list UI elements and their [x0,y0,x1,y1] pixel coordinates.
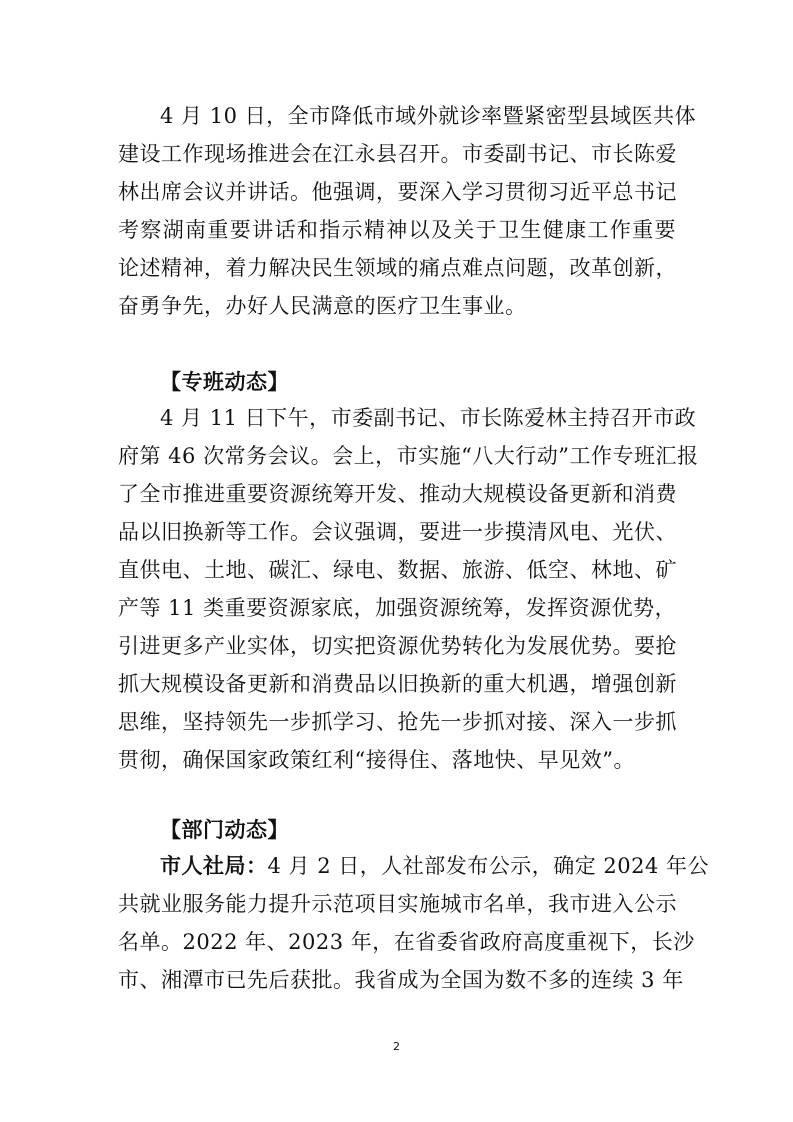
paragraph-line: 论述精神，着力解决民生领域的痛点难点问题，改革创新， [118,256,677,280]
paragraph-line: 贯彻，确保国家政策红利“接得住、落地快、早见效”。 [118,748,635,772]
department-lead: 市人社局： [160,853,268,878]
section-heading-department: 【部门动态】 [160,817,289,842]
department-first-line-text: 4 月 2 日，人社部发布公示，确定 2024 年公 [267,854,710,878]
paragraph-line: 思维，坚持领先一步抓学习、抢先一步抓对接、深入一步抓 [118,710,677,734]
paragraph-line: 产等 11 类重要资源家底，加强资源统筹，发挥资源优势， [118,596,677,620]
paragraph-line: 奋勇争先，办好人民满意的医疗卫生事业。 [118,294,527,318]
department-section-paragraph [118,847,710,999]
section-heading-special: 【专班动态】 [160,369,289,394]
paragraph-line: 府第 46 次常务会议。会上，市实施“八大行动”工作专班汇报 [118,444,699,468]
page-number: 2 [393,1040,400,1053]
special-section-paragraph [118,399,699,779]
paragraph-line: 品以旧换新等工作。会议强调，要进一步摸清风电、光伏、 [118,520,677,544]
paragraph-line [118,847,710,885]
paragraph-line: 名单。2022 年、2023 年，在省委省政府高度重视下，长沙 [118,930,695,954]
paragraph-line: 4 月 11 日下午，市委副书记、市长陈爱林主持召开市政 [160,406,697,430]
paragraph-line: 考察湖南重要讲话和指示精神以及关于卫生健康工作重要 [118,218,676,242]
paragraph-line: 林出席会议并讲话。他强调，要深入学习贯彻习近平总书记 [118,180,677,204]
paragraph-line: 直供电、土地、碳汇、绿电、数据、旅游、低空、林地、矿 [118,558,677,582]
paragraph-line: 建设工作现场推进会在江永县召开。市委副书记、市长陈爱 [118,142,677,166]
paragraph-line: 4 月 10 日，全市降低市域外就诊率暨紧密型县域医共体 [160,104,697,128]
paragraph-line: 市、湘潭市已先后获批。我省成为全国为数不多的连续 3 年 [118,968,684,992]
paragraph-line: 共就业服务能力提升示范项目实施城市名单，我市进入公示 [118,892,677,916]
intro-paragraph [118,97,697,325]
paragraph-line: 引进更多产业实体，切实把资源优势转化为发展优势。要抢 [118,634,677,658]
paragraph-line: 抓大规模设备更新和消费品以旧换新的重大机遇，增强创新 [118,672,677,696]
paragraph-line: 了全市推进重要资源统筹开发、推动大规模设备更新和消费 [118,482,677,506]
